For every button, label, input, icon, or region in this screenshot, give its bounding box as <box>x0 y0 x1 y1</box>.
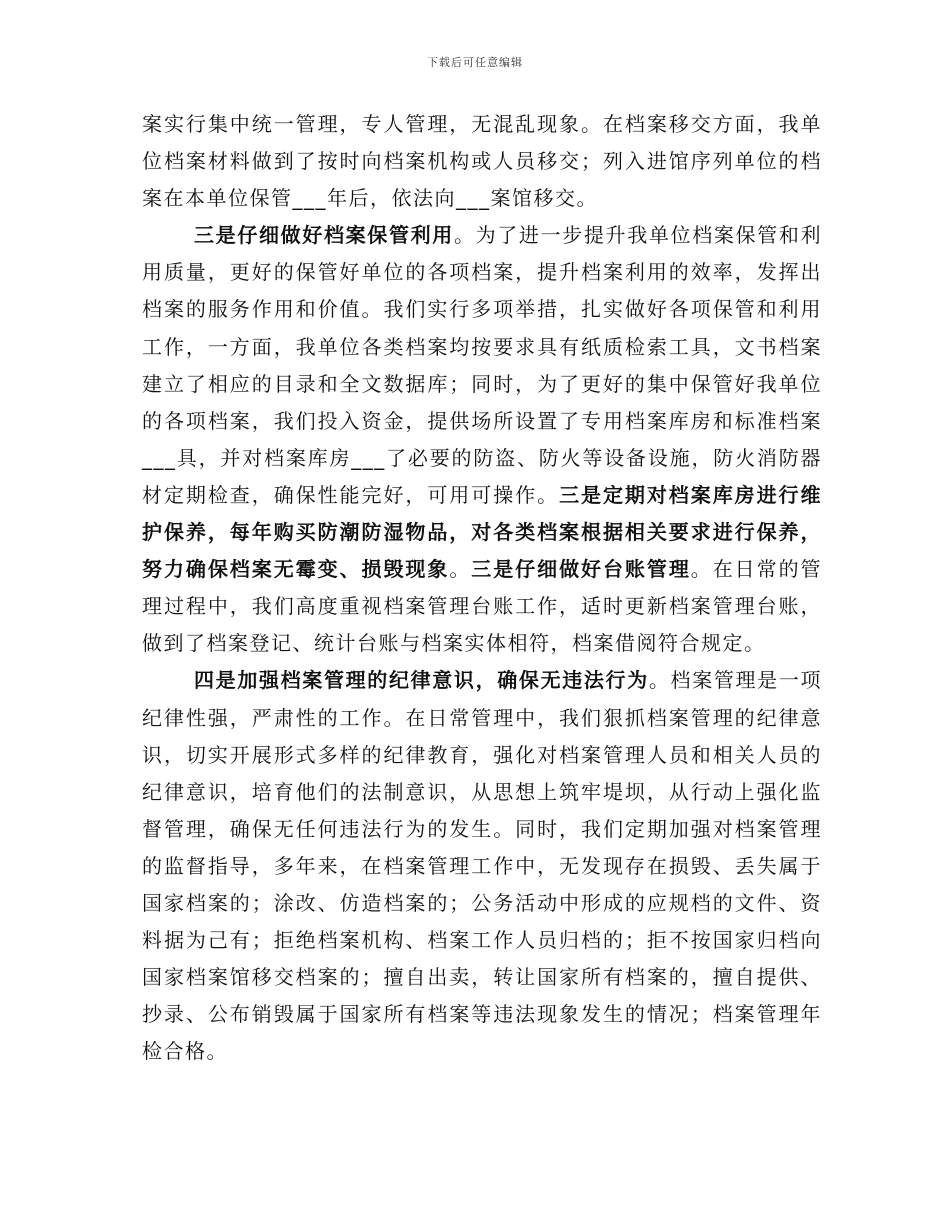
paragraph-text: 。为了进一步提升我单位档案保管和利用质量，更好的保管好单位的各项档案，提升档案利用的效率，发挥出档案的服务作用和价值。我们实行多项举措，扎实做好各项保管和利用工作，一方面，我单位各类档案均按要求具有纸质检索工具，文书档案建立了相应的目录和全文数据库；同时，为了更好的集中保管好我单位的各项档案，我们投入资金，提供场所设置了专用档案库房和标准档案___具，并对档案库房___了必要的防盗、防火等设备设施，防火消防器材定期检查，确保性能完好，可用可操作。 <box>142 223 823 507</box>
page-header-note: 下载后可任意编辑 <box>427 56 523 69</box>
document-body <box>142 106 822 1070</box>
paragraph-heading: 三是仔细做好档案保管利用 <box>194 223 454 248</box>
paragraph-heading: 三是仔细做好台账管理 <box>471 557 691 582</box>
paragraph-text: 。档案管理是一项纪律性强，严肃性的工作。在日常管理中，我们狠抓档案管理的纪律意识，切实开展形式多样的纪律教育，强化对档案管理人员和相关人员的纪律意识，培育他们的法制意识，从思想上筑牢堤坝，从行动上强化监督管理，确保无任何违法行为的发生。同时，我们定期加强对档案管理的监督指导，多年来，在档案管理工作中，无发现存在损毁、丢失属于国家档案的；涂改、仿造档案的；公务活动中形成的应规档的文件、资料据为己有；拒绝档案机构、档案工作人员归档的；拒不按国家归档向国家档案馆移交档案的；擅自出卖，转让国家所有档案的，擅自提供、抄录、公布销毁属于国家所有档案等违法现象发生的情况；档案管理年检合格。 <box>142 668 823 1064</box>
paragraph-heading: 三是定期对档案库房进行维护保养，每年购买防潮防湿物品，对各类档案根据相关要求进行保养，努力确保档案无霉变、损毁现象 <box>142 482 823 582</box>
paragraph-text: 。在日常的管理过程中，我们高度重视档案管理台账工作，适时更新档案管理台账，做到了档案登记、统计台账与档案实体相符，档案借阅符合规定。 <box>142 557 823 656</box>
paragraph-text: 。 <box>449 557 472 582</box>
paragraph-archive-storage <box>142 217 822 662</box>
paragraph-heading: 四是加强档案管理的纪律意识，确保无违法行为 <box>194 668 649 693</box>
paragraph-archive-transfer: 案实行集中统一管理，专人管理，无混乱现象。在档案移交方面，我单位档案材料做到了按时向档案机构或人员移交；列入进馆序列单位的档案在本单位保管___年后，依法向___案馆移交。 <box>142 112 822 211</box>
paragraph-discipline <box>142 662 822 1070</box>
